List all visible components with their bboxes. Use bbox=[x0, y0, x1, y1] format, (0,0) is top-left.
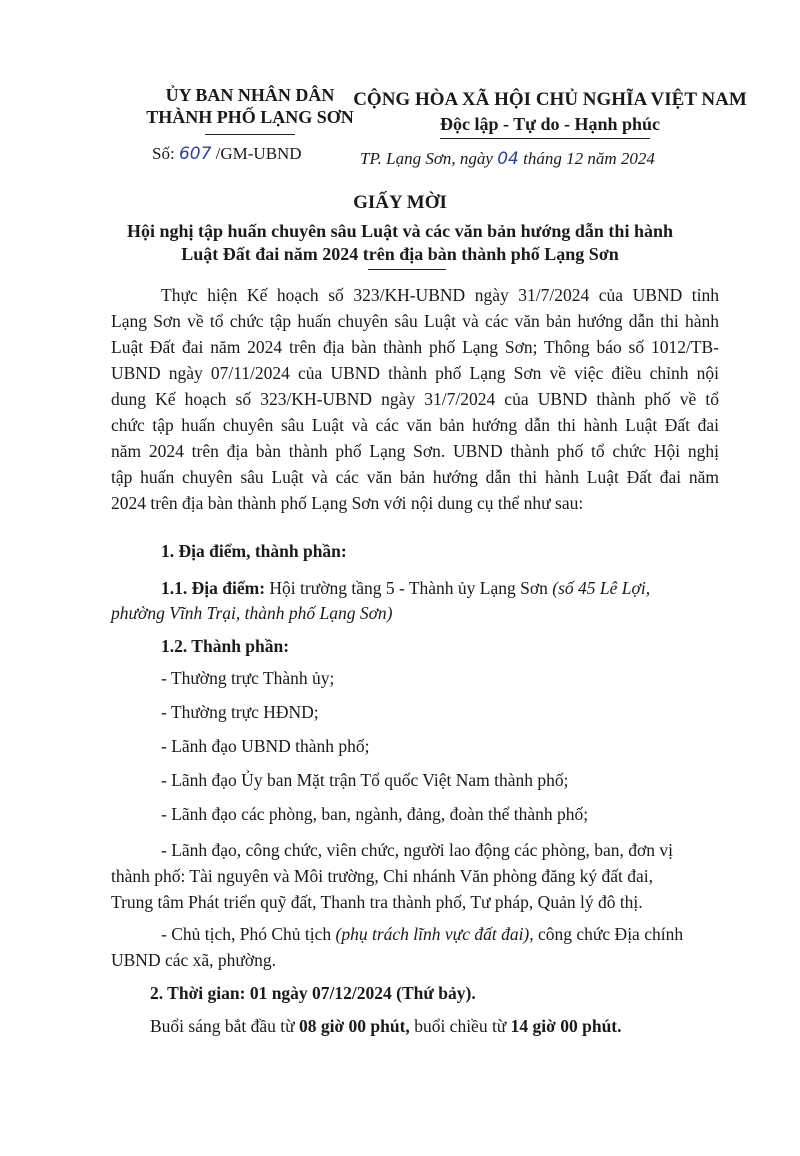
intro-line: dung Kế hoạch số 323/KH-UBND ngày 31/7/2024 của UBND thành phố về tổ bbox=[111, 389, 719, 409]
intro-line: UBND ngày 07/11/2024 của UBND thành phố Lạng Sơn về việc điều chỉnh nội bbox=[111, 363, 719, 383]
agency-underline bbox=[205, 134, 295, 135]
intro-paragraph bbox=[111, 282, 719, 516]
commune-item-text-2: công chức Địa chính bbox=[538, 924, 684, 944]
intro-line: Thực hiện Kế hoạch số 323/KH-UBND ngày 31/7/2024 của UBND tỉnh bbox=[161, 285, 719, 305]
doc-number-handwritten: 607 bbox=[178, 144, 212, 164]
schedule-morning-time: 08 giờ 00 phút, bbox=[298, 1016, 410, 1036]
doc-number-prefix: Số: bbox=[152, 144, 175, 163]
location-text: Hội trường tầng 5 - Thành ủy Lạng Sơn bbox=[269, 578, 548, 598]
participants-heading: 1.2. Thành phần: bbox=[161, 636, 290, 656]
intro-line: tập huấn chuyên sâu Luật và các văn bản hướng dẫn thi hành Luật Đất đai năm bbox=[111, 467, 719, 487]
schedule-line bbox=[150, 1016, 622, 1037]
agency-line-1: ỦY BAN NHÂN DÂN bbox=[165, 85, 335, 105]
schedule-afternoon-label: buổi chiều từ bbox=[414, 1016, 507, 1036]
intro-line: 2024 trên địa bàn thành phố Lạng Sơn với nội dung cụ thể như sau: bbox=[111, 493, 584, 513]
schedule-morning-label: Buổi sáng bắt đầu từ bbox=[150, 1016, 295, 1036]
motto-underline bbox=[440, 138, 650, 139]
date-day-handwritten: 04 bbox=[497, 149, 519, 169]
doc-number-suffix: /GM-UBND bbox=[215, 144, 302, 163]
location-line-2 bbox=[111, 603, 393, 624]
national-motto: Độc lập - Tự do - Hạnh phúc bbox=[439, 114, 661, 134]
intro-line: chức tập huấn chuyên sâu Luật và các văn bản hướng dẫn thi hành Luật Đất đai bbox=[111, 415, 719, 435]
participant-item: - Lãnh đạo Ủy ban Mặt trận Tổ quốc Việt Nam thành phố; bbox=[161, 770, 569, 790]
participant-item: - Thường trực HĐND; bbox=[161, 702, 319, 722]
title-underline bbox=[368, 269, 446, 270]
participant-item: - Thường trực Thành ủy; bbox=[161, 668, 335, 688]
document-number bbox=[152, 144, 302, 164]
participant-long-item: - Lãnh đạo, công chức, viên chức, người lao động các phòng, ban, đơn vị bbox=[161, 840, 674, 860]
schedule-afternoon-time: 14 giờ 00 phút. bbox=[510, 1016, 622, 1036]
date-prefix: TP. Lạng Sơn, ngày bbox=[360, 149, 493, 168]
document-subtitle-line-2: Luật Đất đai năm 2024 trên địa bàn thành phố Lạng Sơn bbox=[181, 244, 619, 264]
participant-long-item-cont: Trung tâm Phát triển quỹ đất, Thanh tra thành phố, Tư pháp, Quản lý đô thị. bbox=[111, 892, 643, 912]
nation-name: CỘNG HÒA XÃ HỘI CHỦ NGHĨA VIỆT NAM bbox=[353, 89, 747, 110]
document-subtitle-line-1: Hội nghị tập huấn chuyên sâu Luật và các văn bản hướng dẫn thi hành bbox=[127, 221, 673, 241]
section-1-heading: 1. Địa điểm, thành phần: bbox=[161, 541, 347, 561]
agency-line-2: THÀNH PHỐ LẠNG SƠN bbox=[146, 107, 354, 127]
participant-item: - Lãnh đạo UBND thành phố; bbox=[161, 736, 370, 756]
location-label: 1.1. Địa điểm: bbox=[161, 578, 266, 598]
location-note: (số 45 Lê Lợi, bbox=[552, 578, 651, 598]
participant-commune-item-cont: UBND các xã, phường. bbox=[111, 950, 277, 970]
participant-long-item-cont: thành phố: Tài nguyên và Môi trường, Chi nhánh Văn phòng đăng ký đất đai, bbox=[111, 866, 654, 886]
date-suffix: tháng 12 năm 2024 bbox=[523, 149, 655, 168]
intro-line: năm 2024 trên địa bàn thành phố Lạng Sơn. UBND thành phố tổ chức Hội nghị bbox=[111, 441, 719, 461]
section-2-heading: 2. Thời gian: 01 ngày 07/12/2024 (Thứ bảy). bbox=[150, 983, 476, 1003]
national-title bbox=[340, 88, 760, 136]
commune-item-text: - Chủ tịch, Phó Chủ tịch bbox=[161, 924, 332, 944]
intro-line: Lạng Sơn về tổ chức tập huấn chuyên sâu Luật và các văn bản hướng dẫn thi hành bbox=[111, 311, 719, 331]
intro-line: Luật Đất đai năm 2024 trên địa bàn thành phố Lạng Sơn; Thông báo số 1012/TB- bbox=[111, 337, 719, 357]
participant-item: - Lãnh đạo các phòng, ban, ngành, đảng, đoàn thể thành phố; bbox=[161, 804, 589, 824]
document-title: GIẤY MỜI bbox=[353, 192, 447, 213]
participant-commune-item bbox=[161, 924, 683, 945]
location-note-cont: phường Vĩnh Trại, thành phố Lạng Sơn) bbox=[111, 603, 393, 623]
location-line bbox=[161, 578, 650, 599]
document-date bbox=[360, 149, 655, 169]
commune-item-note: (phụ trách lĩnh vực đất đai), bbox=[335, 924, 534, 944]
